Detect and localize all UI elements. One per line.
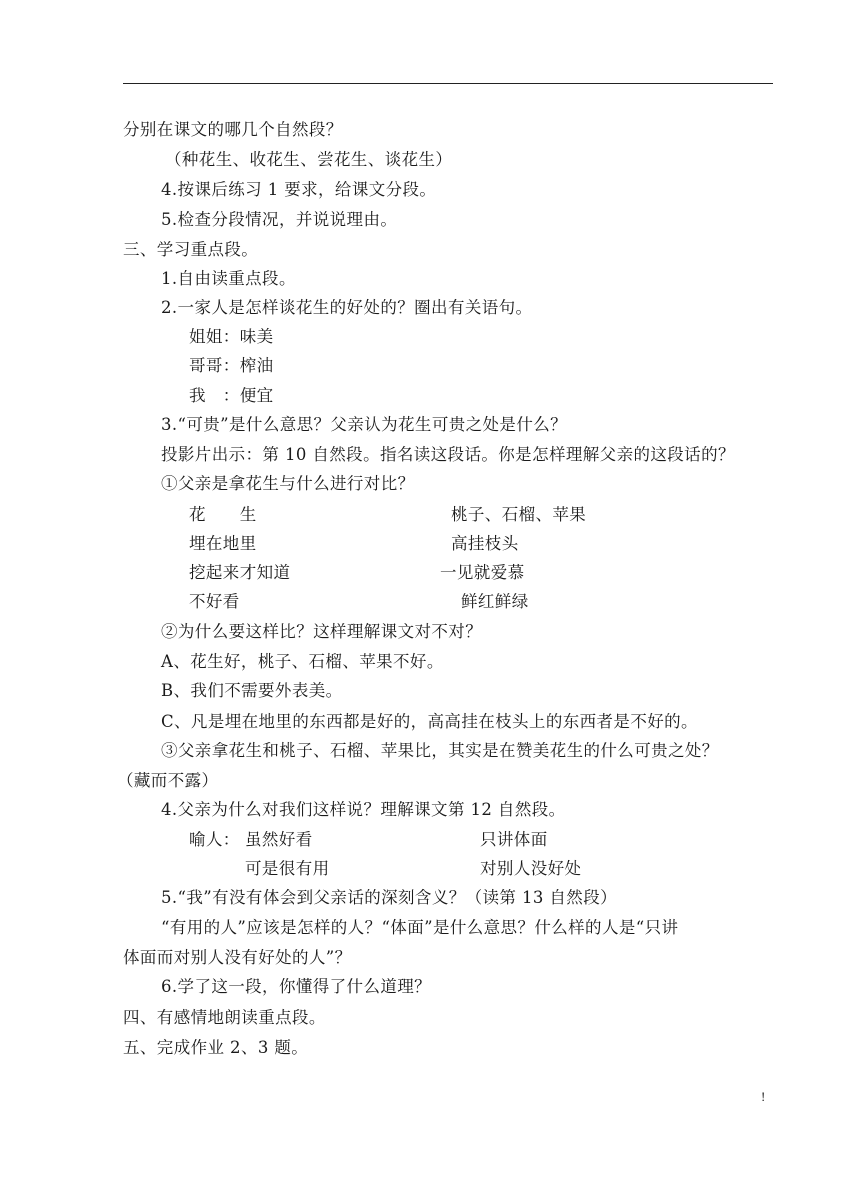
metaphor-left: 可是很有用 [245,859,330,878]
comparison-left: 不好看 [189,592,240,611]
comparison-right: 鲜红鲜绿 [461,592,529,611]
page-mark: ! [761,1089,766,1104]
text-line: 1.自由读重点段。 [161,269,296,288]
text-line: ①父亲是拿花生与什么进行对比？ [161,474,415,493]
text-line: 6.学了这一段，你懂得了什么道理？ [161,977,432,996]
section-heading: 三、学习重点段。 [123,240,259,259]
text-line: 4.父亲为什么对我们这样说？理解课文第 12 自然段。 [161,800,566,819]
text-line: 分别在课文的哪几个自然段？ [123,120,343,139]
section-heading: 五、完成作业 2、3 题。 [123,1038,309,1057]
metaphor-right: 对别人没好处 [480,859,582,878]
text-line: 2.一家人是怎样谈花生的好处的？圈出有关语句。 [161,298,533,317]
text-line: ②为什么要这样比？这样理解课文对不对？ [161,622,483,641]
text-line: 姐姐：味美 [189,327,274,346]
text-line: “有用的人”应该是怎样的人？“体面”是什么意思？什么样的人是“只讲 [161,918,679,937]
text-line: 4.按课后练习 1 要求，给课文分段。 [161,180,437,199]
text-line: ③父亲拿花生和桃子、石榴、苹果比，其实是在赞美花生的什么可贵之处？ [161,741,719,760]
text-line: 5.“我”有没有体会到父亲话的深刻含义？（读第 13 自然段） [161,888,617,907]
text-line: 我 ：便宜 [189,386,274,405]
comparison-right: 桃子、石榴、苹果 [451,505,587,524]
comparison-left: 花 生 [189,505,257,524]
text-line: 体面而对别人没有好处的人”？ [123,948,352,967]
text-line: 哥哥：榨油 [189,356,274,375]
comparison-right: 高挂枝头 [451,534,519,553]
comparison-right: 一见就爱慕 [440,563,525,582]
text-line: 投影片出示：第 10 自然段。指名读这段话。你是怎样理解父亲的这段话的？ [161,445,735,464]
metaphor-right: 只讲体面 [480,830,548,849]
comparison-left: 挖起来才知道 [189,563,291,582]
metaphor-label: 喻人： [189,830,240,849]
text-line: （藏而不露） [117,771,219,790]
metaphor-left: 虽然好看 [245,830,313,849]
text-line: B、我们不需要外表美。 [161,681,343,700]
text-line: 5.检查分段情况，并说说理由。 [161,210,398,229]
text-line: 3.“可贵”是什么意思？父亲认为花生可贵之处是什么？ [161,415,568,434]
comparison-left: 埋在地里 [189,534,257,553]
text-line: A、花生好，桃子、石榴、苹果不好。 [161,652,444,671]
text-line: C、凡是埋在地里的东西都是好的，高高挂在枝头上的东西者是不好的。 [161,712,698,731]
section-heading: 四、有感情地朗读重点段。 [123,1008,326,1027]
header-rule [123,83,773,84]
text-line: （种花生、收花生、尝花生、谈花生） [165,150,453,169]
